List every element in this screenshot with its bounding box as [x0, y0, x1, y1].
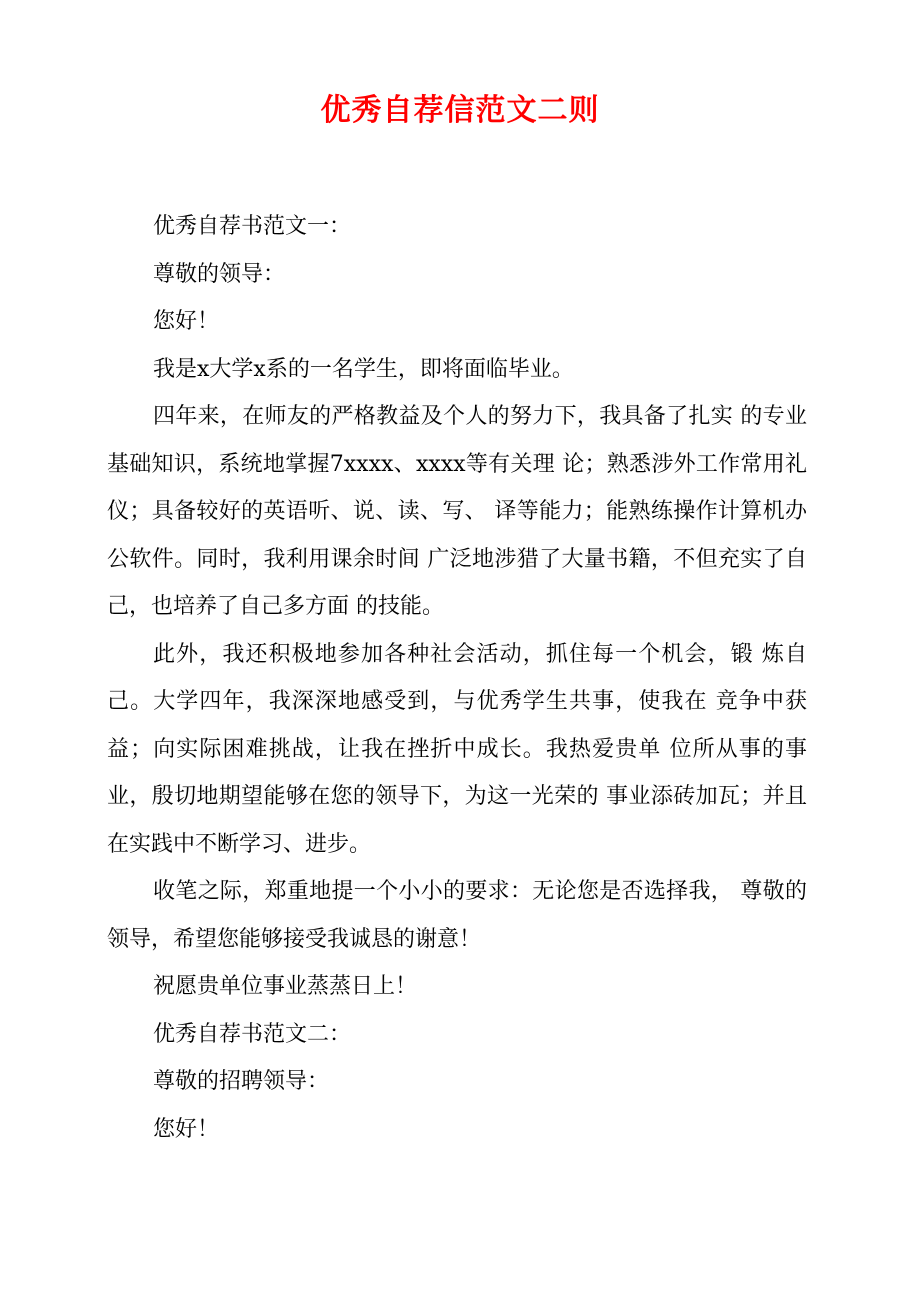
paragraph-sample-two-heading: 优秀自荐书范文二： [153, 1021, 352, 1047]
paragraph-salutation: 尊敬的领导： [153, 261, 286, 287]
paragraph-activities: 此外，我还积极地参加各种社会活动，抓住每一个机会，锻 炼自己。大学四年，我深深地感受到，与优秀学生共事，使我在 竞争中获益；向实际困难挑战，让我在挫折中成长。我热爱贵单 位所从事的事业，殷切地期望能够在您的领导下，为这一光荣的 事业添砖加瓦；并且在实践中不断学习、进步。 [107, 641, 807, 857]
paragraph-salutation-two: 尊敬的招聘领导： [153, 1069, 330, 1094]
paragraph-sample-one-heading: 优秀自荐书范文一： [153, 214, 352, 239]
paragraph-closing-request: 收笔之际，郑重地提一个小小的要求：无论您是否选择我， 尊敬的领导，希望您能够接受我诚恳的谢意！ [107, 879, 807, 952]
paragraph-greeting-two: 您好！ [153, 1116, 220, 1142]
document-body [107, 203, 807, 1153]
paragraph-skills: 四年来，在师友的严格教益及个人的努力下，我具备了扎实 的专业基础知识，系统地掌握7xxxx、xxxx等有关理 论；熟悉涉外工作常用礼仪；具备较好的英语听、说、读、写、 译等能力；能熟练操作计算机办公软件。同时，我利用课余时间 广泛地涉猎了大量书籍，不但充实了自己，也培养了自己多方面 的技能。 [107, 404, 807, 619]
paragraph-greeting: 您好！ [153, 309, 220, 334]
document-title: 优秀自荐信范文二则 [320, 93, 600, 128]
paragraph-wishes: 祝愿贵单位事业蒸蒸日上！ [153, 974, 418, 999]
paragraph-introduction: 我是x大学x系的一名学生，即将面临毕业。 [153, 356, 574, 382]
